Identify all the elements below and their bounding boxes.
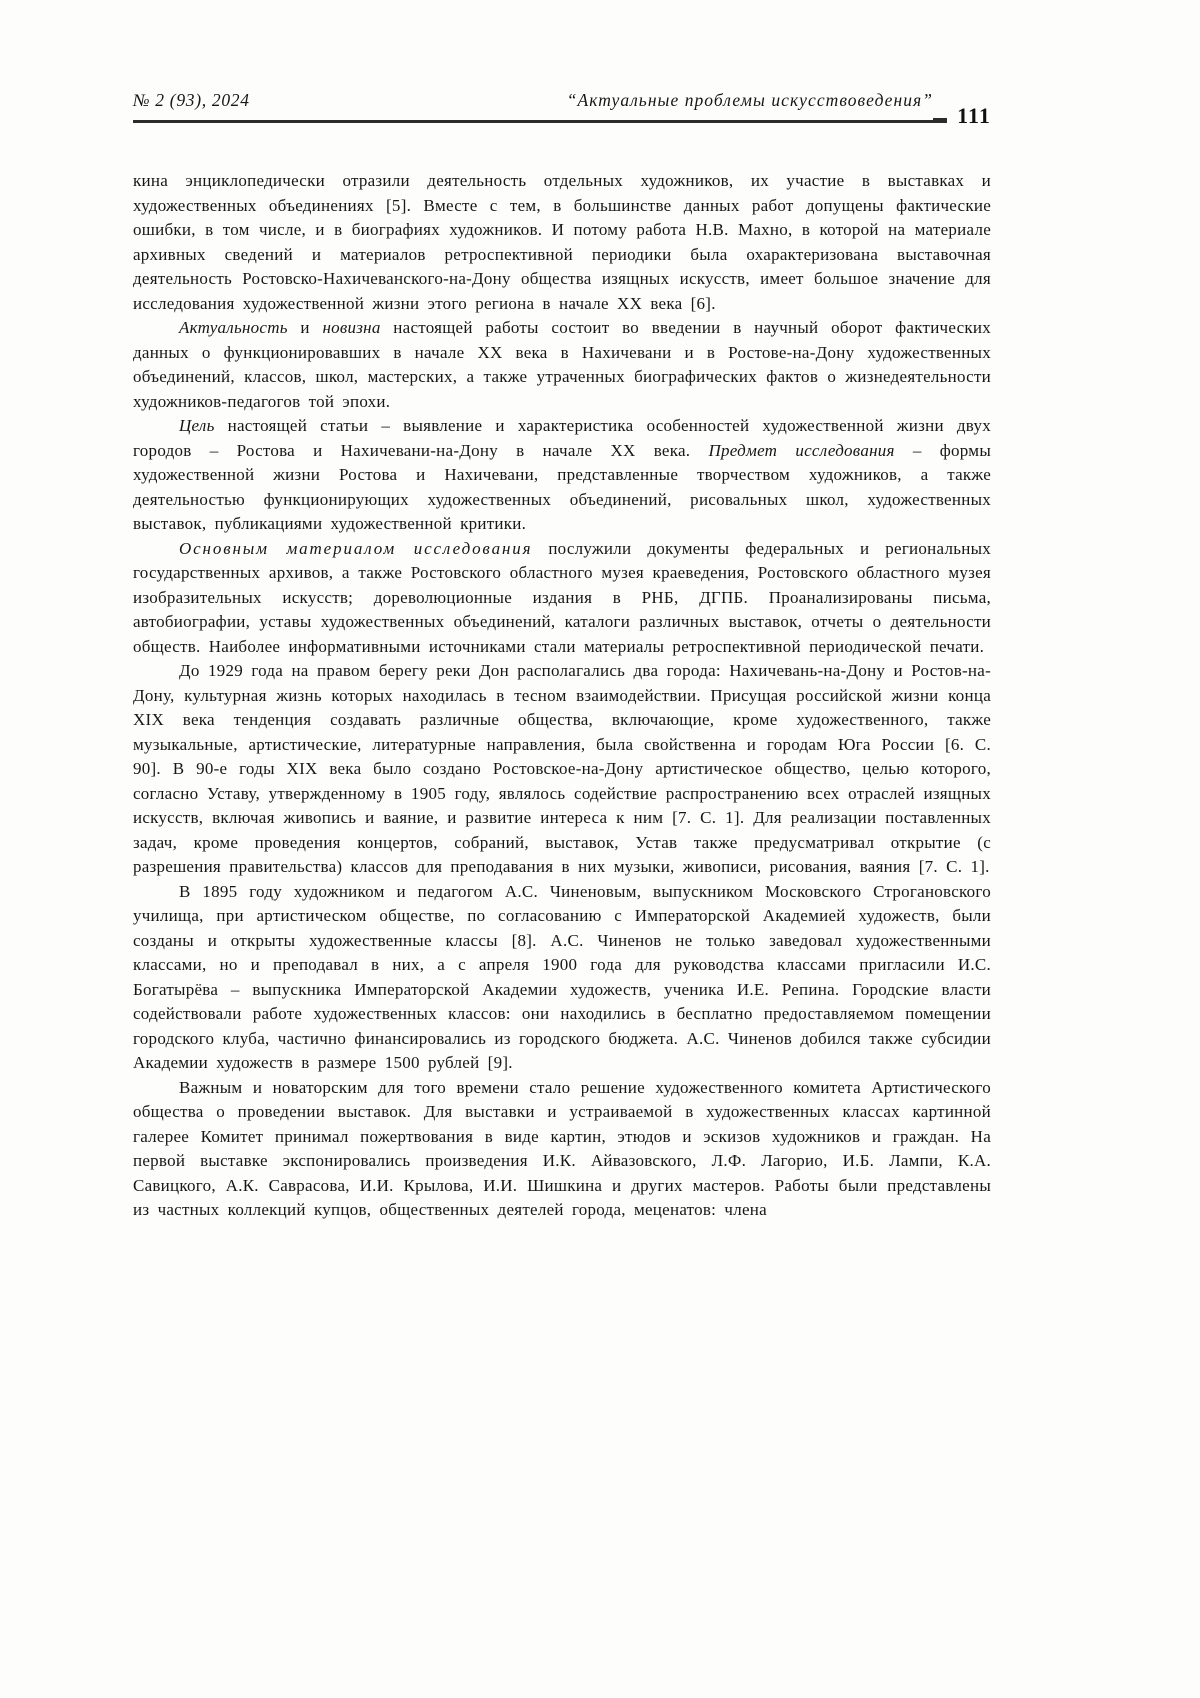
page-content xyxy=(133,90,991,1223)
paragraph xyxy=(133,414,991,537)
text-segment: и xyxy=(287,318,323,337)
text-segment: настоящей работы состоит во введении в научный оборот фактических данных о функционировавших в начале XX века в Нахичевани и в Ростове-на-Дону художественных объединений, классов, школ, мастерских, а также утраченных биографических фактов о жизнедеятельности художников-педагогов той эпохи. xyxy=(133,318,991,411)
paragraph xyxy=(133,659,991,880)
text-segment: Важным и новаторским для того времени стало решение художественного комитета Артистического общества о проведении выставок. Для выставки и устраиваемой в художественных классах картинной галерее Комитет принимал пожертвования в виде картин, этюдов и эскизов художников и граждан. На первой выставке экспонировались произведения И.К. Айвазовского, Л.Ф. Лагорио, И.Б. Лампи, К.А. Савицкого, А.К. Саврасова, И.И. Крылова, И.И. Шишкина и других мастеров. Работы были представлены из частных коллекций купцов, общественных деятелей города, меценатов: члена xyxy=(133,1077,991,1219)
paragraph xyxy=(133,316,991,414)
page-header xyxy=(133,90,991,128)
text-segment: кина энциклопедически отразили деятельность отдельных художников, их участие в выставках и художественных объединениях [5]. Вместе с тем, в большинстве данных работ допущены фактические ошибки, в том числе, и в биографиях художников. И потому работа Н.В. Махно, в которой на материале архивных сведений и материалов ретроспективной периодики была охарактеризована выставочная деятельность Ростовско-Нахичеванского-на-Дону общества изящных искусств, имеет большое значение для исследования художественной жизни этого региона в начале XX века [6]. xyxy=(133,171,991,313)
text-segment: послужили документы федеральных и региональных государственных архивов, а также Ростовского областного музея краеведения, Ростовского областного музея изобразительных искусств; дореволюционные издания в РНБ, ДГПБ. Проанализированы письма, автобиографии, уставы художественных объединений, каталоги различных выставок, отчеты о деятельности обществ. Наиболее информативными источниками стали материалы ретроспективной периодической печати. xyxy=(133,538,991,656)
text-segment: Основным материалом исследования xyxy=(179,538,533,558)
text-segment: – формы художественной жизни Ростова и Нахичевани, представленные творчеством художников, а также деятельностью функционирующих художественных объединений, рисовальных школ, художественных выставок, публикациями художественной критики. xyxy=(133,440,991,533)
text-segment: Актуальность xyxy=(179,318,288,337)
paragraph xyxy=(133,1076,991,1223)
journal-title: “Актуальные проблемы искусствоведения” xyxy=(566,90,933,110)
paragraph xyxy=(133,880,991,1076)
paragraph xyxy=(133,537,991,660)
text-segment: новизна xyxy=(322,318,381,337)
article-body xyxy=(133,169,991,1223)
text-segment: настоящей статьи – выявление и характеристика особенностей художественной жизни двух городов – Ростова и Нахичевани-на-Дону в начале XX века. xyxy=(133,416,991,460)
header-rule-end xyxy=(933,118,947,123)
text-segment: Предмет исследования xyxy=(708,440,895,460)
text-segment: Цель xyxy=(179,416,215,435)
paragraph xyxy=(133,169,991,316)
issue-label: № 2 (93), 2024 xyxy=(133,90,250,110)
page-number: 111 xyxy=(957,103,991,128)
text-segment: В 1895 году художником и педагогом А.С. Чиненовым, выпускником Московского Строгановского училища, при артистическом обществе, по согласованию с Императорской Академией художеств, были созданы и открыты художественные классы [8]. А.С. Чиненов не только заведовал художественными классами, но и преподавал в них, а с апреля 1900 года для руководства классами пригласили И.С. Богатырёва – выпускника Императорской Академии художеств, ученика И.Е. Репина. Городские власти содействовали работе художественных классов: они находились в бесплатно предоставляемом помещении городского клуба, частично финансировались из городского бюджета. А.С. Чиненов добился также субсидии Академии художеств в размере 1500 рублей [9]. xyxy=(133,881,991,1072)
text-segment: До 1929 года на правом берегу реки Дон располагались два города: Нахичевань-на-Дону и Ростов-на-Дону, культурная жизнь которых находилась в тесном взаимодействии. Присущая российской жизни конца XIX века тенденция создавать различные общества, включающие, кроме художественного, также музыкальные, артистические, литературные направления, была свойственна и городам Юга России [6. С. 90]. В 90-е годы XIX века было создано Ростовское-на-Дону артистическое общество, целью которого, согласно Уставу, утвержденному в 1905 году, являлось содействие распространению всех отраслей изящных искусств, включая живопись и ваяние, и развитие интереса к ним [7. С. 1]. Для реализации поставленных задач, кроме проведения концертов, собраний, выставок, Устав также предусматривал открытие (с разрешения правительства) классов для преподавания в них музыки, живописи, рисования, ваяния [7. С. 1]. xyxy=(133,661,991,876)
running-head xyxy=(133,90,933,123)
